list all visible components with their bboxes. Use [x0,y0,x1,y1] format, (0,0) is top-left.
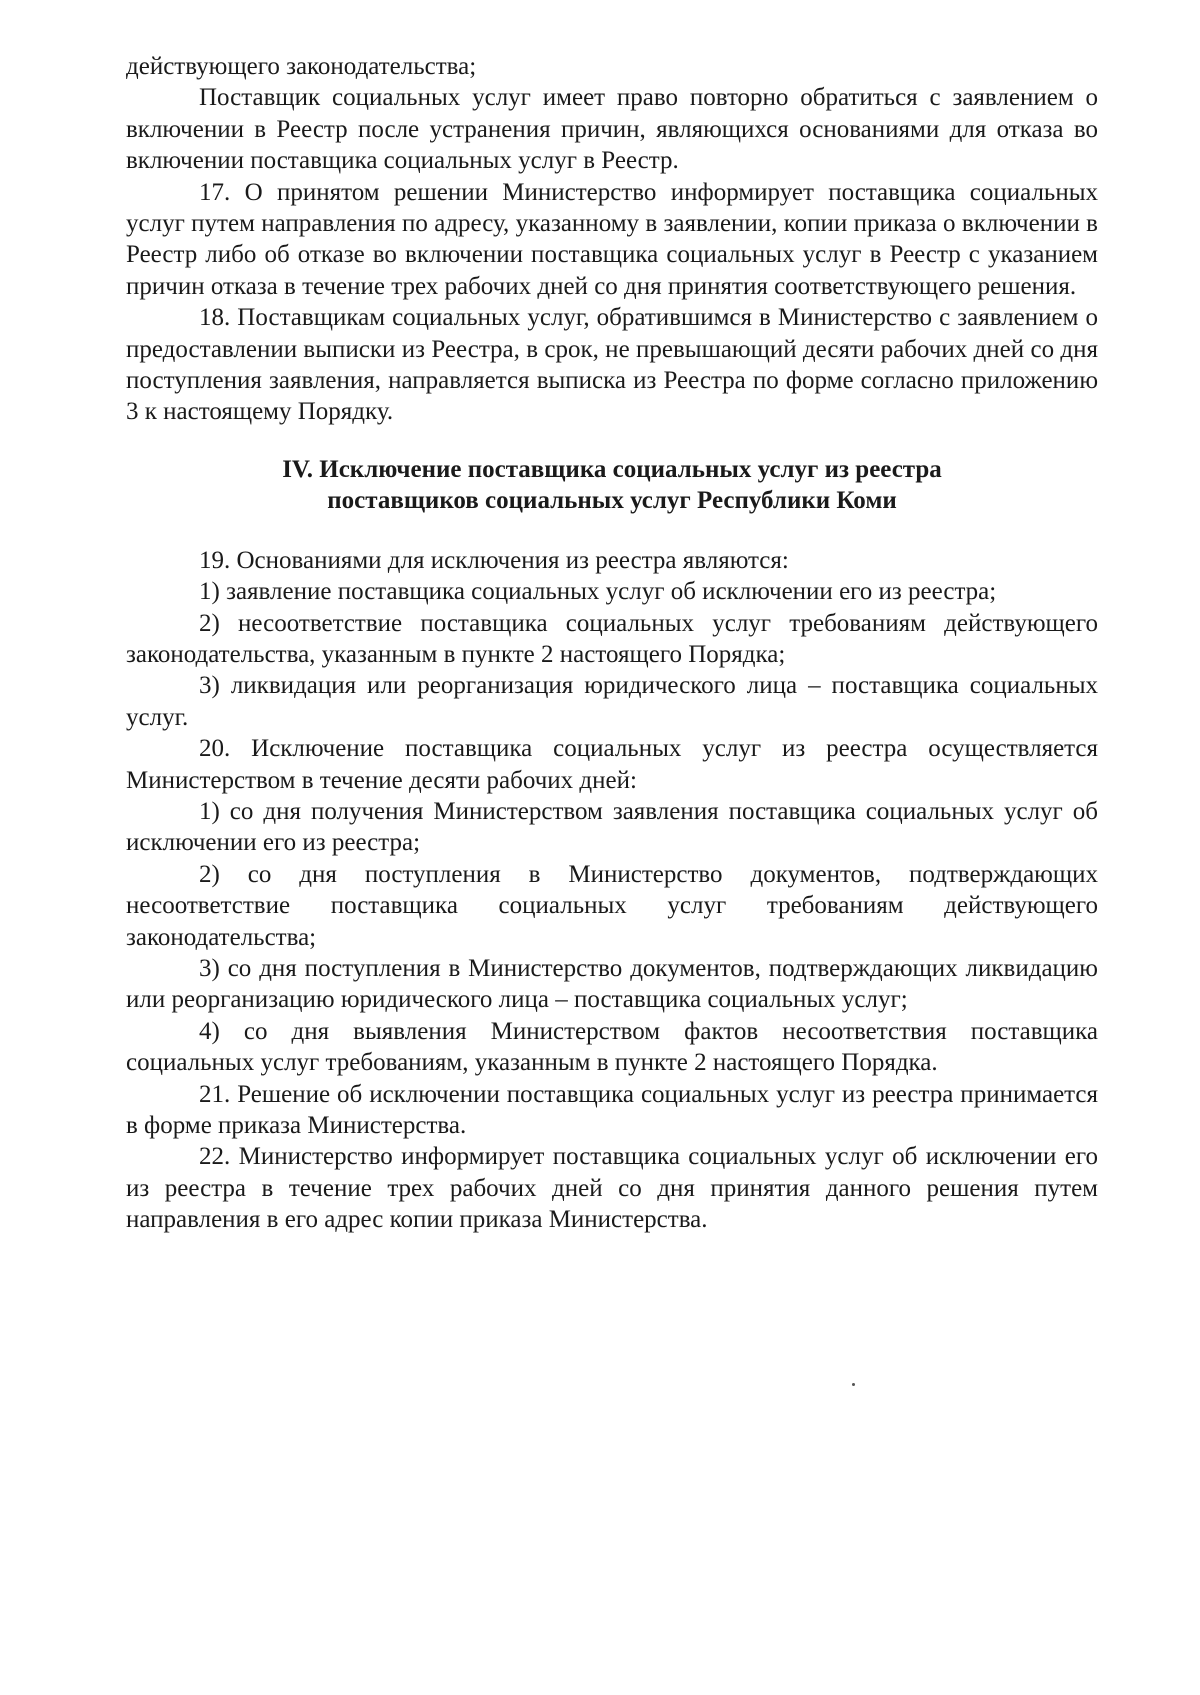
paragraph: 1) заявление поставщика социальных услуг об исключении его из реестра; [199,578,997,606]
paragraphs-top [126,51,1098,428]
paragraph: 4) со дня выявления Министерством фактов несоответствия поставщика социальных услуг требованиям, указанным в пункте 2 настоящего Порядка. [126,1017,1098,1077]
paragraph: 22. Министерство информирует поставщика социальных услуг об исключении его из реестра в течение трех рабочих дней со дня принятия данного решения путем направления в его адрес копии приказа Министерства. [126,1143,1098,1234]
paragraph: 2) несоответствие поставщика социальных услуг требованиям действующего законодательства, указанным в пункте 2 настоящего Порядка; [126,609,1098,668]
paragraph: 21. Решение об исключении поставщика социальных услуг из реестра принимается в форме приказа Министерства. [126,1080,1098,1139]
section-heading-line-2: поставщиков социальных услуг Республики Коми [327,487,897,515]
document-body [126,51,1098,1236]
paragraph: 17. О принятом решении Министерство информирует поставщика социальных услуг путем направления по адресу, указанному в заявлении, копии приказа о включении в Реестр либо об отказе во включении поставщика социальных услуг в Реестр с указанием причин отказа в течение трех рабочих дней со дня принятия соответствующего решения. [126,178,1098,300]
paragraph: 20. Исключение поставщика социальных услуг из реестра осуществляется Министерством в течение десяти рабочих дней: [126,735,1098,794]
paragraph: 19. Основаниями для исключения из реестра являются: [199,546,789,574]
paragraph: Поставщик социальных услуг имеет право повторно обратиться с заявлением о включении в Реестр после устранения причин, являющихся основаниями для отказа во включении поставщика социальных услуг в Реестр. [126,84,1098,175]
paragraph: 3) ликвидация или реорганизация юридического лица – поставщика социальных услуг. [126,672,1098,731]
paragraph: 2) со дня поступления в Министерство документов, подтверждающих несоответствие поставщика социальных услуг требованиям действующего законодательства; [126,860,1098,951]
paragraph: 1) со дня получения Министерством заявления поставщика социальных услуг об исключении его из реестра; [126,797,1098,857]
paragraph: действующего законодательства; [126,53,477,80]
section-heading-line-1: IV. Исключение поставщика социальных услуг из реестра [282,455,942,483]
paragraph: 3) со дня поступления в Министерство документов, подтверждающих ликвидацию или реорганизацию юридического лица – поставщика социальных услуг; [126,954,1098,1014]
paragraphs-bottom [126,545,1098,1236]
scan-speck [852,1383,855,1386]
paragraph: 18. Поставщикам социальных услуг, обратившимся в Министерство с заявлением о предоставлении выписки из Реестра, в срок, не превышающий десяти рабочих дней со дня поступления заявления, направляется выписка из Реестра по форме согласно приложению 3 к настоящему Порядку. [126,304,1098,426]
section-heading [126,454,1098,517]
